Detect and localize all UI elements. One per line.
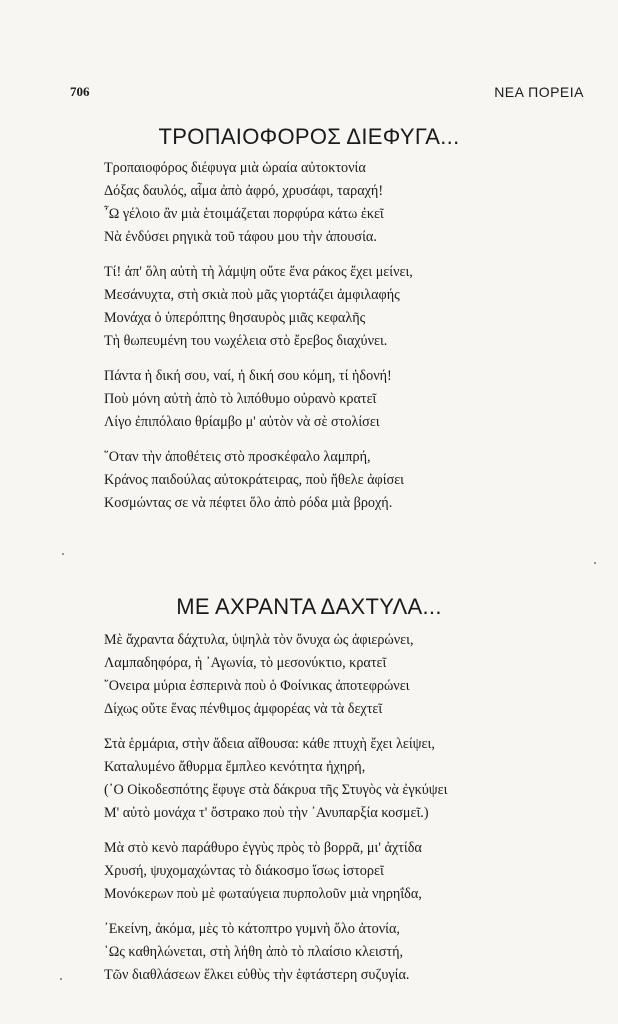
poem-line: Δίχως οὔτε ἕνας πένθιμος ἀμφορέας νὰ τὰ δεχτεῖ <box>104 701 383 717</box>
poem-title-2: ΜΕ ΑΧΡΑΝΤΑ ΔΑΧΤΥΛΑ... <box>176 594 442 619</box>
poem-line: Πάντα ἡ δική σου, ναί, ἡ δική σου κόμη, τί ἡδονή! <box>104 368 392 384</box>
scan-speck <box>62 553 64 555</box>
poem-line: Τί! ἀπ' ὅλη αὐτὴ τὴ λάμψη οὔτε ἕνα ράκος ἔχει μείνει, <box>104 264 413 280</box>
poem-line: ῞Οταν τὴν ἀποθέτεις στὸ προσκέφαλο λαμπρή, <box>104 449 371 465</box>
poem-line: Κράνος παιδούλας αὐτοκράτειρας, ποὺ ἤθελε ἀφίσει <box>104 472 404 488</box>
poem-line: Μὰ στὸ κενὸ παράθυρο ἐγγὺς πρὸς τὸ βορρᾶ, μι' ἀχτίδα <box>104 840 422 856</box>
page-header <box>70 84 584 104</box>
poem-line: Λίγο ἐπιπόλαιο θρίαμβο μ' αὐτὸν νὰ σὲ στολίσει <box>104 414 380 430</box>
poem-line: ᾽Εκείνη, ἀκόμα, μὲς τὸ κάτοπτρο γυμνὴ ὅλο ἀτονία, <box>104 921 400 937</box>
poem-line: (᾽Ο Οἰκοδεσπότης ἔφυγε στὰ δάκρυα τῆς Στυγὸς νὰ ἐγκύψει <box>104 782 448 798</box>
poem-line: Νὰ ἐνδύσει ρηγικὰ τοῦ τάφου μου τὴν ἀπουσία. <box>104 229 377 245</box>
poem-line: Δόξας δαυλός, αἷμα ἀπὸ ἀφρό, χρυσάφι, ταραχή! <box>104 183 384 199</box>
poem-line: Στὰ ἑρμάρια, στὴν ἄδεια αἴθουσα: κάθε πτυχὴ ἔχει λείψει, <box>104 736 435 752</box>
poem-line: Μονάχα ὁ ὑπερόπτης θησαυρὸς μιᾶς κεφαλῆς <box>104 310 366 326</box>
poem-line: Καταλυμένο ἄθυρμα ἔμπλεο κενότητα ἠχηρή, <box>104 759 366 775</box>
poem-line: Ποὺ μόνη αὐτὴ ἀπὸ τὸ λιπόθυμο οὐρανὸ κρατεῖ <box>104 391 377 407</box>
scan-speck <box>594 562 596 564</box>
poem-line: Λαμπαδηφόρα, ἡ ᾽Αγωνία, τὸ μεσονύκτιο, κρατεῖ <box>104 655 387 671</box>
poem-line: Τὴ θωπευμένη του νωχέλεια στὸ ἔρεβος διαχύνει. <box>104 333 388 349</box>
poem-line: Μονόκερων ποὺ μὲ φωταύγεια πυρπολοῦν μιὰ νηρηΐδα, <box>104 886 422 902</box>
poem-line: ῎Ονειρα μύρια ἑσπερινὰ ποὺ ὁ Φοίνικας ἀποτεφρώνει <box>104 678 410 694</box>
poem-line: Τῶν διαθλάσεων ἕλκει εὐθὺς τὴν ἑφτάστερη συζυγία. <box>104 967 410 983</box>
page-number: 706 <box>70 84 90 99</box>
poem-line: Χρυσή, ψυχομαχώντας τὸ διάκοσμο ἴσως ἱστορεῖ <box>104 863 384 879</box>
poem-line: ῏Ω γέλοιο ἂν μιὰ ἑτοιμάζεται πορφύρα κάτω ἐκεῖ <box>104 206 384 222</box>
poem-title-1: ΤΡΟΠΑΙΟΦΟΡΟΣ ΔΙΕΦΥΓΑ... <box>158 124 460 149</box>
poem-line: Τροπαιοφόρος διέφυγα μιὰ ὡραία αὐτοκτονία <box>104 160 366 176</box>
poem-line: Μεσάνυχτα, στὴ σκιὰ ποὺ μᾶς γιορτάζει ἀμφιλαφής <box>104 287 400 303</box>
poem-line: ῾Ως καθηλώνεται, στὴ λήθη ἀπὸ τὸ πλαίσιο κλειστή, <box>104 944 404 960</box>
journal-title: ΝΕΑ ΠΟΡΕΙΑ <box>494 84 584 100</box>
poem-line: Κοσμώντας σε νὰ πέφτει ὅλο ἀπὸ ρόδα μιὰ βροχή. <box>104 495 393 511</box>
poem-line: Μ' αὐτὸ μονάχα τ' ὄστρακο ποὺ τὴν ᾽Ανυπαρξία κοσμεῖ.) <box>104 805 429 821</box>
poem-line: Μὲ ἄχραντα δάχτυλα, ὑψηλὰ τὸν ὄνυχα ὡς ἀφιερώνει, <box>104 632 414 648</box>
scan-speck <box>60 978 62 980</box>
